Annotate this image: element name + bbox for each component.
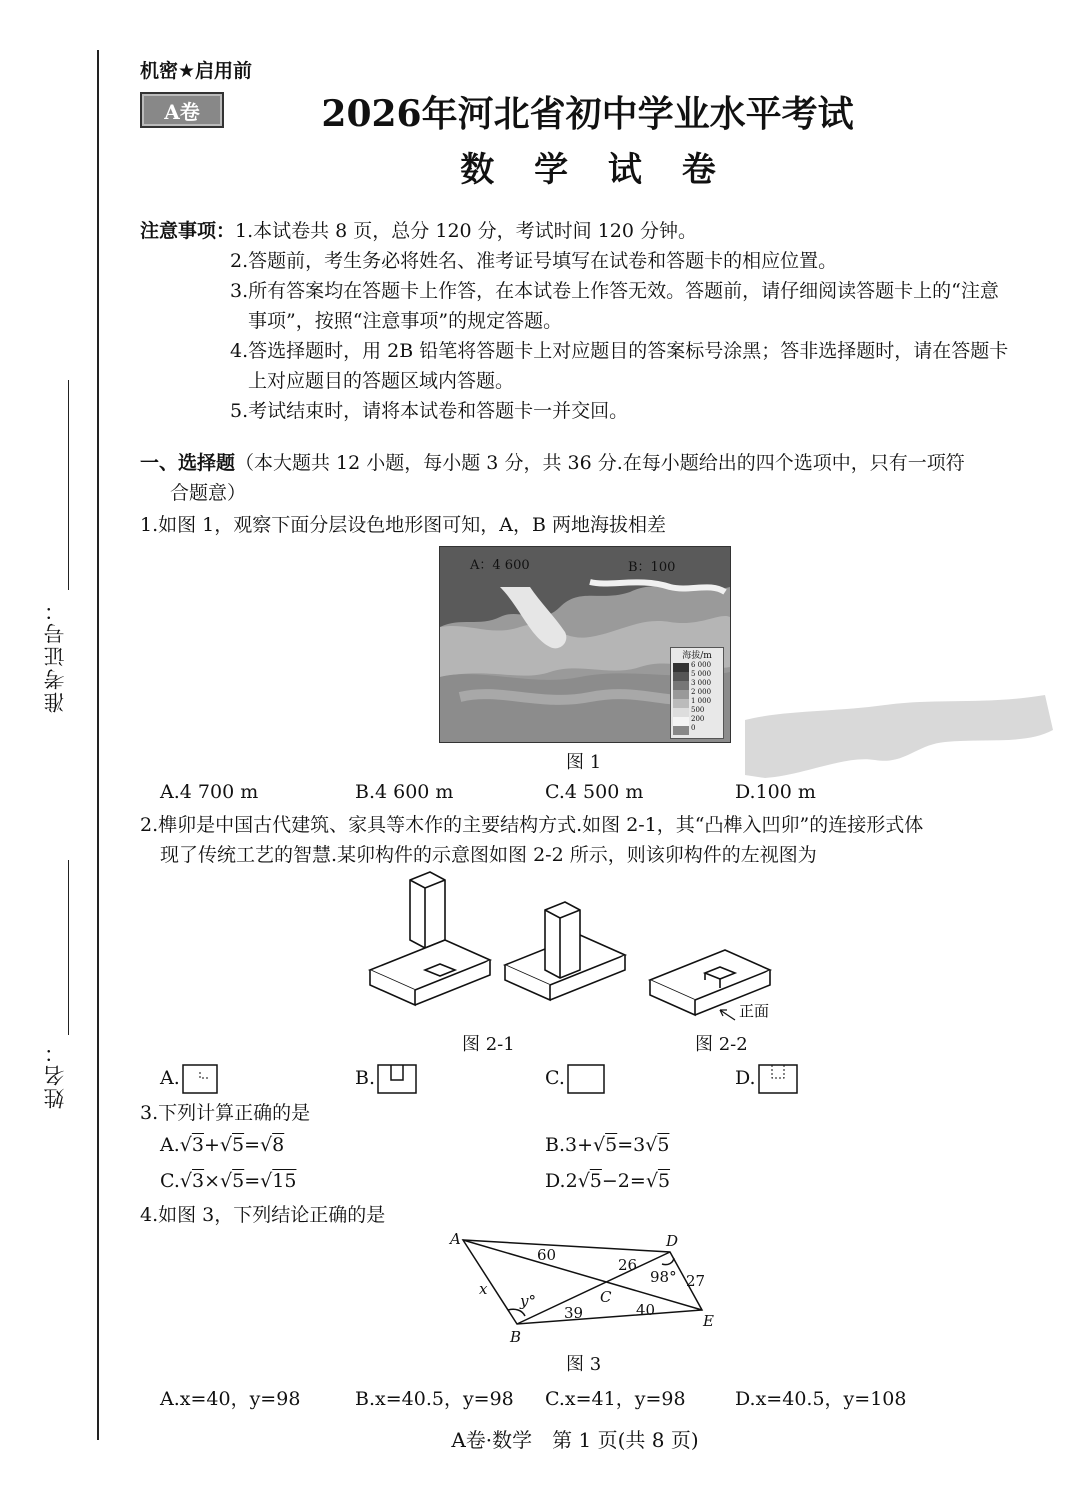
- legend-title: 海拔/m: [682, 651, 712, 661]
- q1-option-d[interactable]: D.100 m: [735, 781, 816, 803]
- q4-option-d[interactable]: D.x=40.5，y=108: [735, 1388, 907, 1410]
- sqrt-icon: √: [260, 1134, 273, 1156]
- legend-value: 200: [691, 715, 705, 723]
- q3-c-rad2: 5: [232, 1170, 245, 1192]
- sqrt-icon: √: [179, 1134, 192, 1156]
- q2-option-a-label: A.: [160, 1067, 180, 1089]
- mortise-tenon-figures: [365, 870, 805, 1030]
- q3-d-rad1: 5: [589, 1170, 602, 1192]
- q3-a-prefix: A.: [160, 1134, 180, 1156]
- legend-value: 3 000: [691, 679, 712, 687]
- fig2-2-caption: 图 2-2: [695, 1034, 748, 1055]
- confidential-mark: 机密★启用前: [140, 60, 253, 82]
- sqrt-icon: √: [219, 1134, 232, 1156]
- fig2-1-separate: [370, 872, 490, 1005]
- q3-a-rad3: 8: [272, 1134, 285, 1156]
- legend-value: 500: [691, 706, 705, 714]
- q3-b-eq: =3: [617, 1134, 646, 1156]
- q3-d-op: −2=: [601, 1170, 646, 1192]
- exam-id-write-line: [68, 380, 69, 590]
- paper-badge: A卷: [140, 92, 224, 128]
- q2-option-d[interactable]: [735, 1064, 798, 1094]
- q1-option-c[interactable]: C.4 500 m: [545, 781, 644, 803]
- q3-d-rad2: 5: [657, 1170, 671, 1192]
- q1-option-a[interactable]: A.4 700 m: [160, 781, 259, 803]
- section-title: 一、选择题: [140, 452, 236, 474]
- q2-option-c-label: C.: [545, 1067, 565, 1089]
- label-27: 27: [686, 1272, 706, 1290]
- section-heading: [140, 448, 965, 478]
- sqrt-icon: √: [179, 1170, 193, 1192]
- left-view-b-icon: [377, 1064, 417, 1094]
- q3-b-rad2: 5: [657, 1134, 670, 1156]
- q3-option-c[interactable]: [160, 1170, 296, 1192]
- legend-value: 2 000: [691, 688, 712, 696]
- q4-stem: 4.如图 3，下列结论正确的是: [140, 1204, 386, 1226]
- legend-value: 1 000: [691, 697, 712, 705]
- fig2-1-caption: 图 2-1: [462, 1034, 515, 1055]
- point-c: C: [600, 1288, 612, 1306]
- section-desc: （本大题共 12 小题，每小题 3 分，共 36 分.在每小题给出的四个选项中，只有一项符: [235, 452, 965, 474]
- scan-smudge: [745, 690, 1055, 780]
- map-label-b: B：100: [628, 560, 676, 575]
- note-4b: 上对应题目的答题区域内答题。: [248, 370, 515, 392]
- left-view-c-icon: [567, 1064, 605, 1094]
- q3-c-eq: =: [244, 1170, 261, 1192]
- q3-option-d[interactable]: [545, 1170, 670, 1192]
- q3-c-rad3: 15: [272, 1170, 297, 1192]
- exam-subtitle: 数 学 试 卷: [460, 150, 730, 190]
- fig3-caption: 图 3: [566, 1354, 602, 1375]
- note-5: 5.考试结束时，请将本试卷和答题卡一并交回。: [230, 400, 629, 422]
- fig2-1-joined: [505, 902, 625, 1000]
- exam-id-label: 准考证号：: [43, 598, 67, 713]
- label-98: 98°: [650, 1268, 677, 1286]
- left-view-d-icon: [758, 1064, 798, 1094]
- q3-a-op: +: [203, 1134, 220, 1156]
- q3-option-b[interactable]: [545, 1134, 669, 1156]
- legend-value: 6 000: [691, 661, 712, 669]
- q2-option-b[interactable]: [355, 1064, 417, 1094]
- label-y: y°: [520, 1292, 536, 1310]
- q4-option-c[interactable]: C.x=41，y=98: [545, 1388, 686, 1410]
- terrain-map-figure: [439, 546, 731, 743]
- exam-title: 2026年河北省初中学业水平考试: [321, 93, 854, 135]
- note-2: 2.答题前，考生务必将姓名、准考证号填写在试卷和答题卡的相应位置。: [230, 250, 838, 272]
- binding-margin-line: [97, 50, 99, 1440]
- map-label-a: A：4 600: [470, 558, 530, 573]
- fig1-caption: 图 1: [566, 752, 602, 773]
- sqrt-icon: √: [220, 1170, 233, 1192]
- q3-c-op: ×: [204, 1170, 221, 1192]
- notes-heading: 注意事项：: [140, 220, 236, 242]
- label-39: 39: [564, 1304, 584, 1322]
- q3-d-prefix: D.2: [545, 1170, 578, 1192]
- legend-values: [691, 661, 711, 737]
- label-40: 40: [636, 1301, 656, 1319]
- triangle-figure: [440, 1230, 730, 1350]
- q2-stem-a: 2.榫卯是中国古代建筑、家具等木作的主要结构方式.如图 2-1，其“凸榫入凹卯”的连接形式体: [140, 814, 924, 836]
- notes-block: [140, 216, 697, 246]
- front-label: 正面: [739, 1002, 770, 1020]
- q2-stem-b: 现了传统工艺的智慧.某卯构件的示意图如图 2-2 所示，则该卯构件的左视图为: [160, 844, 817, 866]
- legend-value: 5 000: [691, 670, 712, 678]
- left-view-a-icon: [182, 1064, 218, 1094]
- label-60: 60: [537, 1246, 557, 1264]
- elevation-legend: [670, 647, 724, 739]
- point-d: D: [666, 1232, 679, 1250]
- q4-option-a[interactable]: A.x=40，y=98: [160, 1388, 301, 1410]
- q3-a-rad1: 3: [191, 1134, 204, 1156]
- q3-b-prefix: B.3+: [545, 1134, 594, 1156]
- q3-b-rad1: 5: [605, 1134, 618, 1156]
- q3-option-a[interactable]: [160, 1134, 284, 1156]
- sqrt-icon: √: [260, 1170, 273, 1192]
- sqrt-icon: √: [593, 1134, 606, 1156]
- section-desc-cont: 合题意）: [170, 482, 247, 504]
- q2-option-a[interactable]: [160, 1064, 218, 1094]
- q3-stem: 3.下列计算正确的是: [140, 1102, 311, 1124]
- sqrt-icon: √: [645, 1170, 658, 1192]
- note-1: 1.本试卷共 8 页，总分 120 分，考试时间 120 分钟。: [235, 220, 698, 242]
- q3-a-rad2: 5: [232, 1134, 245, 1156]
- point-e: E: [703, 1312, 714, 1330]
- sqrt-icon: √: [645, 1134, 658, 1156]
- point-a: A: [450, 1230, 461, 1248]
- q3-c-rad1: 3: [192, 1170, 205, 1192]
- note-3a: 3.所有答案均在答题卡上作答，在本试卷上作答无效。答题前，请仔细阅读答题卡上的“注意: [230, 280, 999, 302]
- point-b: B: [510, 1328, 522, 1346]
- q2-option-d-label: D.: [735, 1067, 756, 1089]
- q2-option-b-label: B.: [355, 1067, 376, 1089]
- label-26: 26: [618, 1256, 638, 1274]
- q3-a-eq: =: [244, 1134, 261, 1156]
- note-4a: 4.答选择题时，用 2B 铅笔将答题卡上对应题目的答案标号涂黑；答非选择题时，请在答题卡: [230, 340, 1009, 362]
- label-x: x: [479, 1280, 488, 1298]
- q2-option-c[interactable]: [545, 1064, 605, 1094]
- page-footer: A卷·数学 第 1 页(共 8 页): [451, 1428, 699, 1452]
- q4-option-b[interactable]: B.x=40.5，y=98: [355, 1388, 514, 1410]
- note-3b: 事项”，按照“注意事项”的规定答题。: [248, 310, 563, 332]
- q3-c-prefix: C.: [160, 1170, 180, 1192]
- sqrt-icon: √: [577, 1170, 590, 1192]
- legend-value: 0: [691, 724, 696, 732]
- name-write-line: [68, 860, 69, 1035]
- q1-stem: 1.如图 1，观察下面分层设色地形图可知，A，B 两地海拔相差: [140, 514, 666, 536]
- name-label: 姓名：: [43, 1040, 67, 1109]
- q1-option-b[interactable]: B.4 600 m: [355, 781, 454, 803]
